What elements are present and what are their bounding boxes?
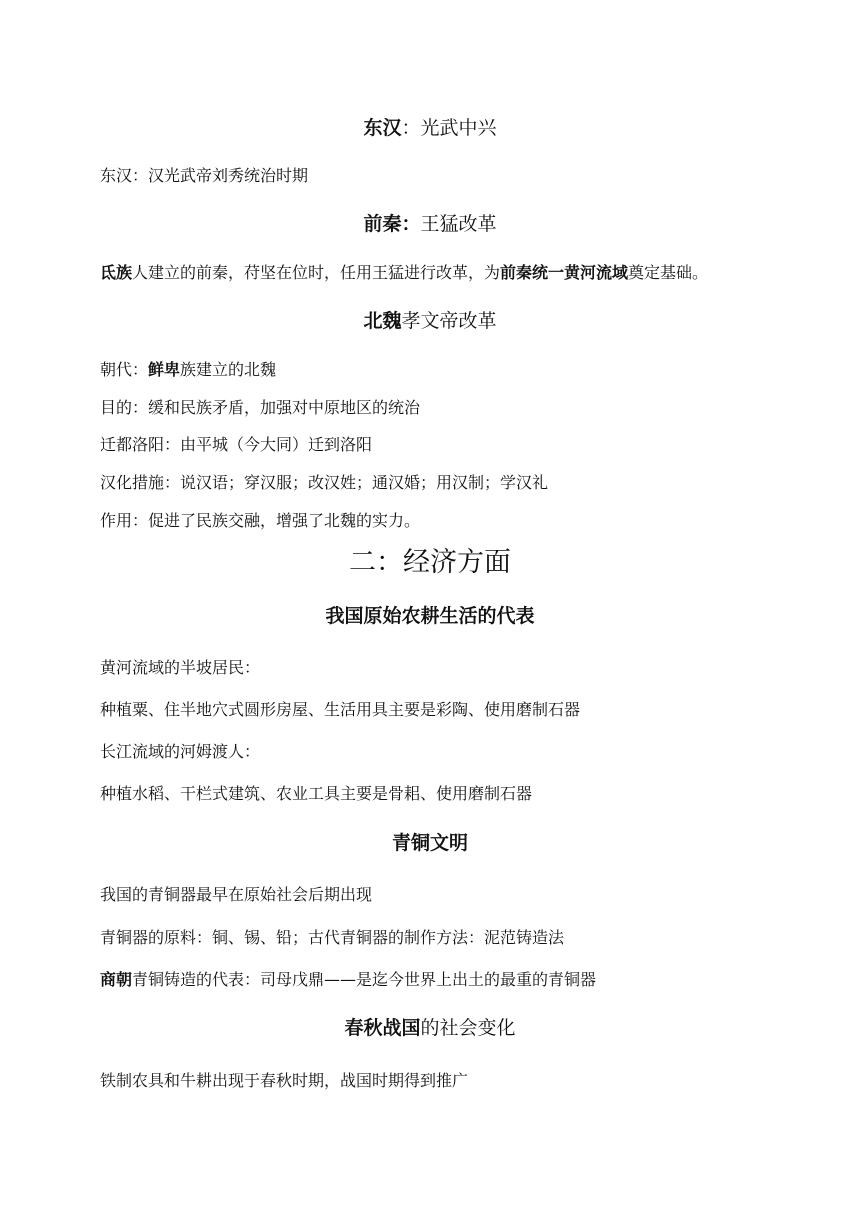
bold-text: 前秦统一黄河流域: [500, 263, 629, 282]
plain-text: 人建立的前秦，苻坚在位时，任用王猛进行改革，为: [132, 263, 501, 282]
heading-rest: 的社会变化: [420, 1017, 516, 1039]
paragraph-donghan: 东汉：汉光武帝刘秀统治时期: [100, 166, 309, 185]
paragraph-line: 黄河流域的半坡居民：: [100, 658, 261, 677]
item-hanhua: 汉化措施：说汉语；穿汉服；改汉姓；通汉婚；用汉制；学汉礼: [100, 473, 549, 492]
bold-text: 鲜卑: [148, 360, 181, 379]
bold-text: 商朝: [100, 970, 133, 989]
item-qiandu: 迁都洛阳：由平城（今大同）迁到洛阳: [100, 435, 373, 454]
plain-text: 奠定基础。: [628, 263, 709, 282]
heading-rest: 孝文帝改革: [401, 310, 497, 332]
paragraph-qianqin: [100, 261, 708, 285]
paragraph-line: 青铜器的原料：铜、锡、铅；古代青铜器的制作方法：泥范铸造法: [100, 928, 565, 947]
paragraph-chunqiu: 铁制农具和牛耕出现于春秋时期，战国时期得到推广: [100, 1071, 469, 1090]
plain-text: 族建立的北魏: [180, 360, 277, 379]
item-chaodai: [100, 358, 276, 382]
heading-chunqiu: [0, 1014, 860, 1042]
heading-rest: 王猛改革: [420, 213, 497, 235]
heading-qianqin: [0, 210, 860, 238]
heading-bold: 东汉: [363, 117, 402, 139]
item-label: 朝代：: [100, 360, 149, 379]
paragraph-line: [100, 968, 596, 992]
paragraph-line: 种植粟、住半地穴式圆形房屋、生活用具主要是彩陶、使用磨制石器: [100, 700, 581, 719]
part-two-title: 二：经济方面: [349, 547, 511, 578]
paragraph-line: 种植水稻、干栏式建筑、农业工具主要是骨耜、使用磨制石器: [100, 784, 533, 803]
heading-beiwei: [0, 307, 860, 335]
heading-bold: 春秋战国: [344, 1017, 421, 1039]
heading-qingtong: 青铜文明: [391, 832, 468, 854]
heading-nonggeng: 我国原始农耕生活的代表: [325, 605, 535, 627]
bold-text: 氐族: [100, 263, 133, 282]
heading-bold: 前秦：: [363, 213, 421, 235]
paragraph-line: 我国的青铜器最早在原始社会后期出现: [100, 885, 373, 904]
heading-rest: ：光武中兴: [401, 117, 497, 139]
item-mudi: 目的：缓和民族矛盾，加强对中原地区的统治: [100, 398, 421, 417]
heading-donghan: [0, 114, 860, 142]
paragraph-line: 长江流域的河姆渡人：: [100, 742, 261, 761]
heading-bold: 北魏: [363, 310, 402, 332]
plain-text: 青铜铸造的代表：司母戊鼎——是迄今世界上出土的最重的青铜器: [132, 970, 597, 989]
item-zuoyong: 作用：促进了民族交融，增强了北魏的实力。: [100, 511, 421, 530]
